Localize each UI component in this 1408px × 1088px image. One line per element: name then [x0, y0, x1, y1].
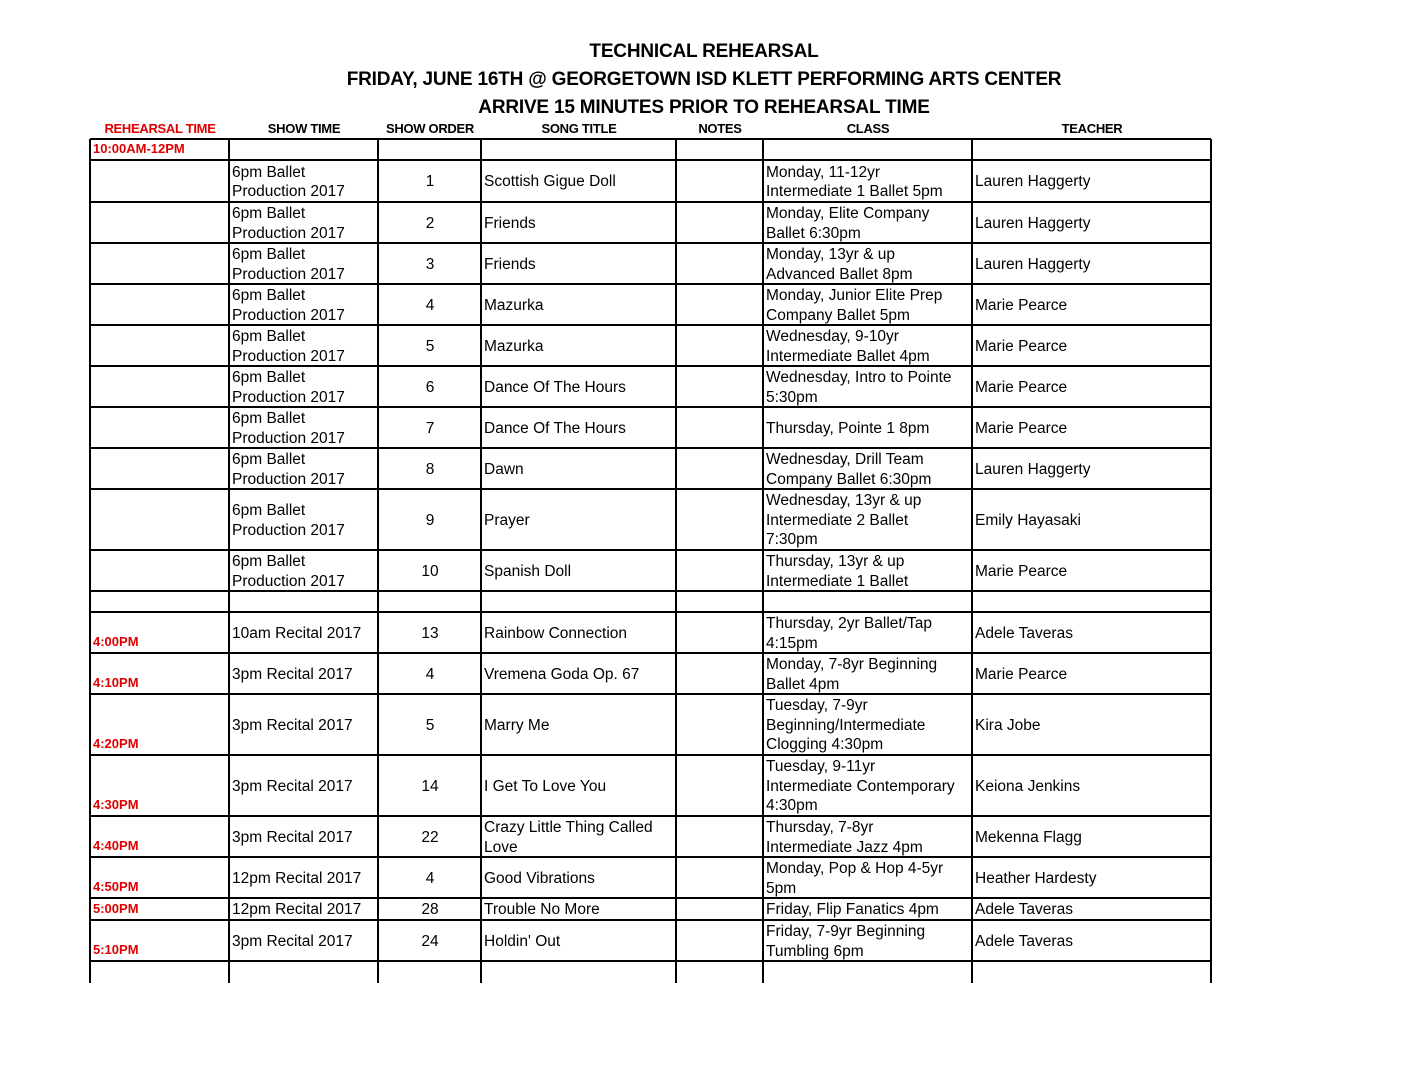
cell-order: 22 — [421, 828, 439, 846]
cell-class: Monday, Junior Elite Prep Company Ballet 5pm — [766, 287, 943, 324]
cell-teacher: Adele Taveras — [975, 624, 1073, 642]
cell-show: 6pm Ballet Production 2017 — [232, 451, 345, 488]
cell-song: Mazurka — [484, 337, 544, 355]
cell-time: 10:00AM-12PM — [93, 141, 185, 156]
cell-order: 9 — [425, 511, 435, 529]
cell-order: 28 — [421, 901, 439, 919]
cell-class: Monday, 13yr & up Advanced Ballet 8pm — [766, 246, 913, 283]
cell-teacher: Marie Pearce — [975, 665, 1068, 683]
cell-show: 6pm Ballet Production 2017 — [232, 369, 345, 406]
cell-class: Monday, 11-12yr Intermediate 1 Ballet 5pm — [766, 163, 943, 200]
cell-order: 4 — [425, 869, 435, 887]
cell-song: Good Vibrations — [484, 869, 595, 887]
header-notes: NOTES — [698, 121, 742, 136]
cell-order: 1 — [425, 173, 435, 191]
cell-order: 24 — [421, 932, 439, 950]
cell-order: 2 — [425, 214, 435, 232]
cell-song: Prayer — [484, 511, 530, 529]
cell-class: Wednesday, Drill Team Company Ballet 6:30pm — [766, 451, 932, 488]
cell-teacher: Lauren Haggerty — [975, 214, 1091, 232]
cell-show: 12pm Recital 2017 — [232, 869, 362, 887]
cell-order: 4 — [425, 665, 435, 683]
cell-song: I Get To Love You — [484, 777, 607, 795]
cell-time — [93, 429, 227, 445]
cell-time: 4:20PM — [93, 736, 139, 751]
cell-time — [93, 183, 227, 199]
header-song-title: SONG TITLE — [541, 121, 617, 136]
cell-show: 12pm Recital 2017 — [232, 901, 362, 919]
header-show-time: SHOW TIME — [267, 121, 341, 136]
cell-class: Wednesday, Intro to Pointe 5:30pm — [766, 369, 952, 406]
cell-teacher: Marie Pearce — [975, 296, 1068, 314]
cell-song: Dance Of The Hours — [484, 378, 626, 396]
cell-time: 4:50PM — [93, 879, 139, 894]
cell-teacher: Marie Pearce — [975, 562, 1068, 580]
cell-teacher: Emily Hayasaki — [975, 511, 1081, 529]
cell-time — [93, 531, 227, 547]
cell-song: Rainbow Connection — [484, 624, 628, 642]
cell-order: 4 — [425, 296, 435, 314]
cell-show: 3pm Recital 2017 — [232, 932, 353, 950]
cell-class: Thursday, 7-8yr Intermediate Jazz 4pm — [766, 819, 923, 856]
cell-class: Wednesday, 9-10yr Intermediate Ballet 4pm — [766, 328, 930, 365]
cell-time — [93, 572, 227, 588]
cell-show: 10am Recital 2017 — [232, 624, 362, 642]
cell-teacher: Heather Hardesty — [975, 869, 1097, 887]
cell-song: Friends — [484, 214, 536, 232]
cell-class: Monday, Pop & Hop 4-5yr 5pm — [766, 860, 944, 897]
header-show-order: SHOW ORDER — [385, 121, 474, 136]
cell-show: 6pm Ballet Production 2017 — [232, 163, 345, 200]
cell-song: Friends — [484, 255, 536, 273]
header-teacher: TEACHER — [1061, 121, 1123, 136]
cell-teacher: Keiona Jenkins — [975, 777, 1081, 795]
cell-class: Tuesday, 9-11yr Intermediate Contemporary 4:30pm — [766, 758, 955, 815]
cell-time: 4:40PM — [93, 838, 139, 853]
cell-time: 5:10PM — [93, 942, 139, 957]
cell-show: 3pm Recital 2017 — [232, 665, 353, 683]
cell-teacher: Adele Taveras — [975, 932, 1073, 950]
cell-time — [93, 593, 227, 609]
cell-song: Dance Of The Hours — [484, 419, 626, 437]
cell-time — [93, 265, 227, 281]
cell-time: 4:10PM — [93, 675, 139, 690]
cell-time: 4:30PM — [93, 797, 139, 812]
cell-class: Friday, 7-9yr Beginning Tumbling 6pm — [766, 923, 926, 960]
cell-time — [93, 224, 227, 240]
cell-order: 8 — [425, 460, 435, 478]
cell-time — [93, 964, 227, 980]
cell-song: Holdin' Out — [484, 932, 561, 950]
cell-show: 6pm Ballet Production 2017 — [232, 410, 345, 447]
cell-teacher: Lauren Haggerty — [975, 460, 1091, 478]
cell-teacher: Marie Pearce — [975, 378, 1068, 396]
cell-time — [93, 347, 227, 363]
cell-order: 6 — [425, 378, 435, 396]
title-line-3: ARRIVE 15 MINUTES PRIOR TO REHEARSAL TIME — [478, 97, 930, 118]
cell-song: Vremena Goda Op. 67 — [484, 665, 640, 683]
cell-song: Spanish Doll — [484, 562, 572, 580]
cell-teacher: Marie Pearce — [975, 419, 1068, 437]
cell-order: 7 — [425, 419, 435, 437]
cell-show: 6pm Ballet Production 2017 — [232, 553, 345, 590]
cell-class: Wednesday, 13yr & up Intermediate 2 Ballet 7:30pm — [766, 492, 922, 549]
cell-order: 3 — [425, 255, 435, 273]
cell-class: Thursday, 13yr & up Intermediate 1 Ballet — [766, 553, 909, 590]
cell-song: Mazurka — [484, 296, 544, 314]
cell-teacher: Adele Taveras — [975, 901, 1073, 919]
header-class: CLASS — [846, 121, 890, 136]
cell-show: 6pm Ballet Production 2017 — [232, 205, 345, 242]
cell-show: 6pm Ballet Production 2017 — [232, 246, 345, 283]
cell-order: 13 — [421, 624, 439, 642]
cell-show: 6pm Ballet Production 2017 — [232, 328, 345, 365]
title-line-2: FRIDAY, JUNE 16TH @ GEORGETOWN ISD KLETT PERFORMING ARTS CENTER — [346, 69, 1062, 90]
cell-class: Monday, 7-8yr Beginning Ballet 4pm — [766, 656, 938, 693]
cell-teacher: Kira Jobe — [975, 716, 1041, 734]
cell-show: 6pm Ballet Production 2017 — [232, 287, 345, 324]
cell-teacher: Mekenna Flagg — [975, 828, 1082, 846]
cell-show: 3pm Recital 2017 — [232, 716, 353, 734]
cell-teacher: Marie Pearce — [975, 337, 1068, 355]
header-rehearsal-time: REHEARSAL TIME — [104, 121, 216, 136]
cell-song: Marry Me — [484, 716, 550, 734]
cell-class: Tuesday, 7-9yr Beginning/Intermediate Clogging 4:30pm — [766, 697, 926, 754]
cell-class: Thursday, 2yr Ballet/Tap 4:15pm — [766, 615, 932, 652]
cell-song: Dawn — [484, 460, 524, 478]
cell-time — [93, 388, 227, 404]
cell-teacher: Lauren Haggerty — [975, 255, 1091, 273]
cell-song: Crazy Little Thing Called Love — [484, 819, 653, 856]
cell-class: Thursday, Pointe 1 8pm — [766, 419, 930, 437]
cell-class: Monday, Elite Company Ballet 6:30pm — [766, 205, 930, 242]
cell-order: 14 — [421, 777, 439, 795]
cell-order: 10 — [421, 562, 439, 580]
cell-class: Friday, Flip Fanatics 4pm — [766, 901, 939, 919]
cell-teacher: Lauren Haggerty — [975, 173, 1091, 191]
cell-time: 4:00PM — [93, 634, 139, 649]
cell-time — [93, 470, 227, 486]
cell-order: 5 — [425, 716, 435, 734]
cell-show: 6pm Ballet Production 2017 — [232, 502, 345, 539]
cell-song: Trouble No More — [484, 901, 600, 919]
cell-time: 5:00PM — [93, 901, 139, 916]
cell-song: Scottish Gigue Doll — [484, 173, 616, 191]
cell-order: 5 — [425, 337, 435, 355]
cell-time — [93, 306, 227, 322]
cell-show: 3pm Recital 2017 — [232, 828, 353, 846]
title-line-1: TECHNICAL REHEARSAL — [589, 41, 819, 62]
cell-show: 3pm Recital 2017 — [232, 777, 353, 795]
